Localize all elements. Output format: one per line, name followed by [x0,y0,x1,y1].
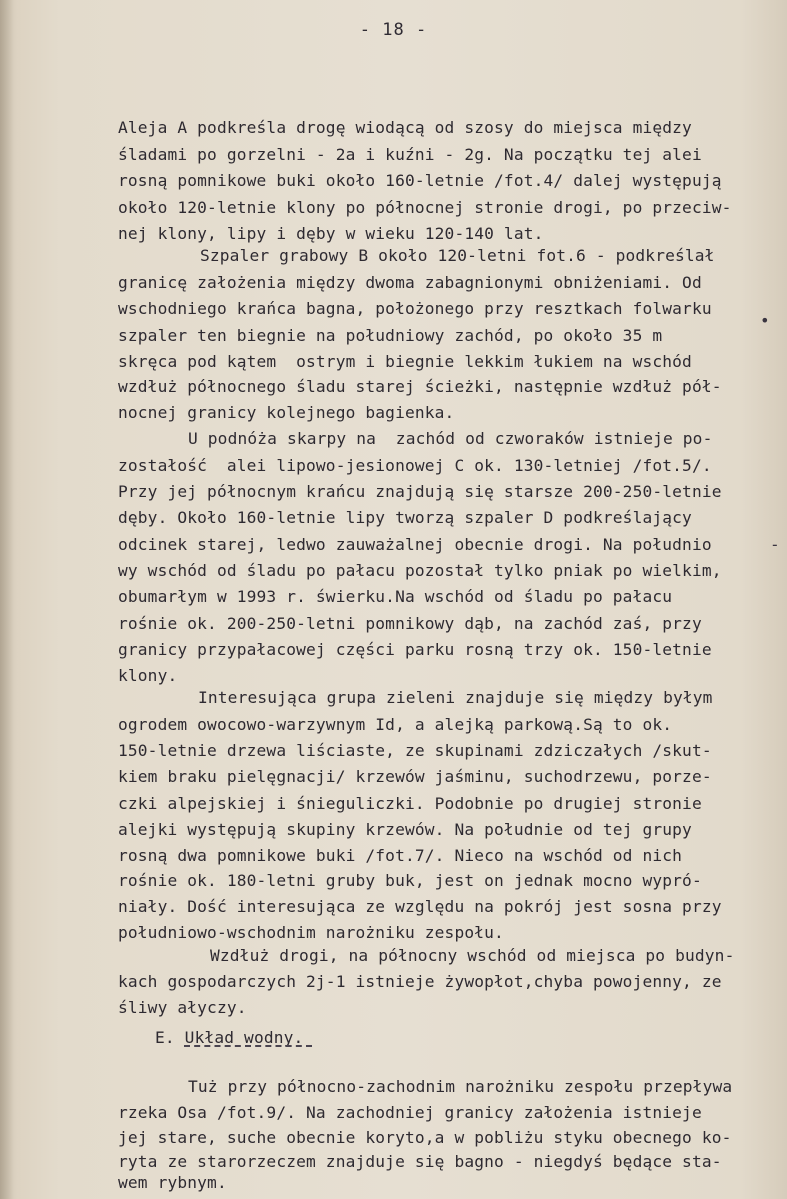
text-line: śladami po gorzelni - 2a i kuźni - 2g. Na początku tej alei [118,145,702,164]
text-line: rzeka Osa /fot.9/. Na zachodniej granicy założenia istnieje [118,1103,702,1122]
text-line: szpaler ten biegnie na południowy zachód, po około 35 m [118,326,663,345]
text-line: Tuż przy północno-zachodnim narożniku zespołu przepływa [188,1077,733,1096]
margin-dash-mark: - [770,535,780,554]
text-line: granicę założenia między dwoma zabagnionymi obniżeniami. Od [118,273,702,292]
text-line: niały. Dość interesująca ze względu na pokrój jest sosna przy [118,897,722,916]
text-line: wzdłuż północnego śladu starej ścieżki, następnie wzdłuż pół- [118,377,722,396]
text-line: granicy przypałacowej części parku rosną trzy ok. 150-letnie [118,640,712,659]
text-line: południowo-wschodnim narożniku zespołu. [118,923,504,942]
heading-underline [184,1045,312,1047]
text-line: rośnie ok. 200-250-letni pomnikowy dąb, na zachód zaś, przy [118,614,702,633]
text-line: rosną dwa pomnikowe buki /fot.7/. Nieco na wschód od nich [118,846,683,865]
text-line: rosną pomnikowe buki około 160-letnie /fot.4/ dalej występują [118,171,722,190]
text-line: wy wschód od śladu po pałacu pozostał tylko pniak po wielkim, [118,561,722,580]
binding-shadow [0,0,14,1199]
text-line: kiem braku pielęgnacji/ krzewów jaśminu, suchodrzewu, porze- [118,767,712,786]
text-line: ryta ze starorzeczem znajduje się bagno - niegdyś będące sta- [118,1152,722,1171]
text-line: kach gospodarczych 2j-1 istnieje żywopłot,chyba powojenny, ze [118,972,722,991]
text-line: wschodniego krańca bagna, położonego przy resztkach folwarku [118,299,712,318]
text-line: Przy jej północnym krańcu znajdują się starsze 200-250-letnie [118,482,722,501]
text-line: skręca pod kątem ostrym i biegnie lekkim łukiem na wschód [118,352,692,371]
text-line: klony. [118,666,178,685]
text-line: jej stare, suche obecnie koryto,a w pobliżu styku obecnego ko- [118,1128,732,1147]
text-line: U podnóża skarpy na zachód od czworaków istnieje po- [188,429,713,448]
text-line: nocnej granicy kolejnego bagienka. [118,403,455,422]
text-line: obumarłym w 1993 r. świerku.Na wschód od śladu po pałacu [118,587,673,606]
text-line: Interesująca grupa zieleni znajduje się między byłym [198,688,713,707]
text-line: 150-letnie drzewa liściaste, ze skupinami zdziczałych /skut- [118,741,712,760]
text-line: śliwy ałyczy. [118,998,247,1017]
page-number: - 18 - [359,20,428,40]
text-line: zostałość alei lipowo-jesionowej C ok. 130-letniej /fot.5/. [118,456,712,475]
text-line: alejki występują skupiny krzewów. Na południe od tej grupy [118,820,692,839]
text-line: około 120-letnie klony po północnej stronie drogi, po przeciw- [118,198,732,217]
margin-dot-mark: • [760,311,770,330]
section-heading: E. Układ wodny. [155,1028,304,1047]
text-line: Aleja A podkreśla drogę wiodącą od szosy do miejsca między [118,118,692,137]
text-line: Szpaler grabowy B około 120-letni fot.6 - podkreślał [200,246,715,265]
text-line: ogrodem owocowo-warzywnym Id, a alejką parkową.Są to ok. [118,715,673,734]
text-line: Wzdłuż drogi, na północny wschód od miejsca po budyn- [210,946,735,965]
text-line: czki alpejskiej i śnieguliczki. Podobnie po drugiej stronie [118,794,702,813]
text-line: rośnie ok. 180-letni gruby buk, jest on jednak mocno wypró- [118,871,702,890]
text-line: odcinek starej, ledwo zauważalnej obecnie drogi. Na południo [118,535,712,554]
text-line: nej klony, lipy i dęby w wieku 120-140 lat. [118,224,544,243]
text-line: wem rybnym. [118,1173,227,1192]
text-line: dęby. Około 160-letnie lipy tworzą szpaler D podkreślający [118,508,692,527]
